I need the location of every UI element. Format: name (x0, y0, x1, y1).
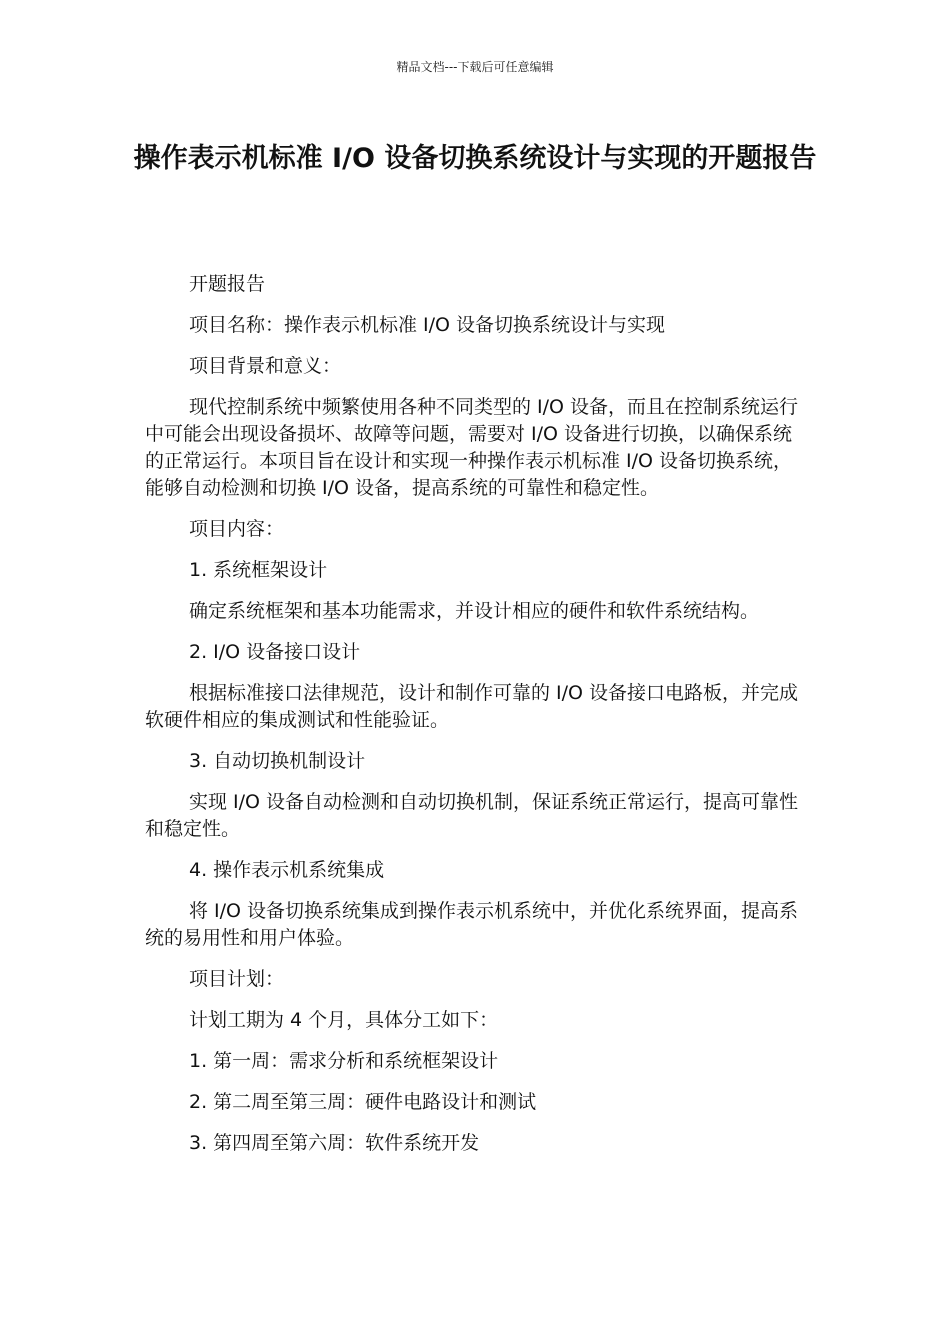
document-body (145, 271, 810, 1171)
paragraph-plan-step-2: 2. 第二周至第三周：硬件电路设计和测试 (189, 1091, 537, 1113)
paragraph-plan-heading: 项目计划： (189, 968, 285, 990)
paragraph-item-2-body: 根据标准接口法律规范，设计和制作可靠的 I/O 设备接口电路板，并完成软硬件相应的集成测试和性能验证。 (145, 682, 799, 731)
document-title: 操作表示机标准 I/O 设备切换系统设计与实现的开题报告 (133, 143, 817, 174)
paragraph-plan-step-3: 3. 第四周至第六周：软件系统开发 (189, 1132, 480, 1154)
paragraph-item-3-title: 3. 自动切换机制设计 (189, 750, 366, 772)
paragraph-item-1-body: 确定系统框架和基本功能需求，并设计相应的硬件和软件系统结构。 (189, 600, 760, 622)
paragraph-background-heading: 项目背景和意义： (189, 355, 342, 377)
paragraph-background: 现代控制系统中频繁使用各种不同类型的 I/O 设备，而且在控制系统运行中可能会出现设备损坏、故障等问题，需要对 I/O 设备进行切换，以确保系统的正常运行。本项目旨在设计和实现一种操作表示机标准 I/O 设备切换系统，能够自动检测和切换 I/O 设备，提高系统的可靠性和稳定性。 (145, 396, 799, 499)
paragraph-item-2-title: 2. I/O 设备接口设计 (189, 641, 361, 663)
paragraph-item-1-title: 1. 系统框架设计 (189, 559, 328, 581)
paragraph-plan-intro: 计划工期为 4 个月，具体分工如下： (189, 1009, 499, 1031)
paragraph-item-3-body: 实现 I/O 设备自动检测和自动切换机制，保证系统正常运行，提高可靠性和稳定性。 (145, 791, 799, 840)
paragraph-content-heading: 项目内容： (189, 518, 285, 540)
paragraph-project-name: 项目名称：操作表示机标准 I/O 设备切换系统设计与实现 (189, 314, 666, 336)
page-header: 精品文档---下载后可任意编辑 (396, 60, 554, 74)
paragraph-item-4-title: 4. 操作表示机系统集成 (189, 859, 385, 881)
paragraph-plan-step-1: 1. 第一周：需求分析和系统框架设计 (189, 1050, 499, 1072)
paragraph-heading: 开题报告 (189, 273, 266, 295)
paragraph-item-4-body: 将 I/O 设备切换系统集成到操作表示机系统中，并优化系统界面，提高系统的易用性和用户体验。 (145, 900, 799, 949)
